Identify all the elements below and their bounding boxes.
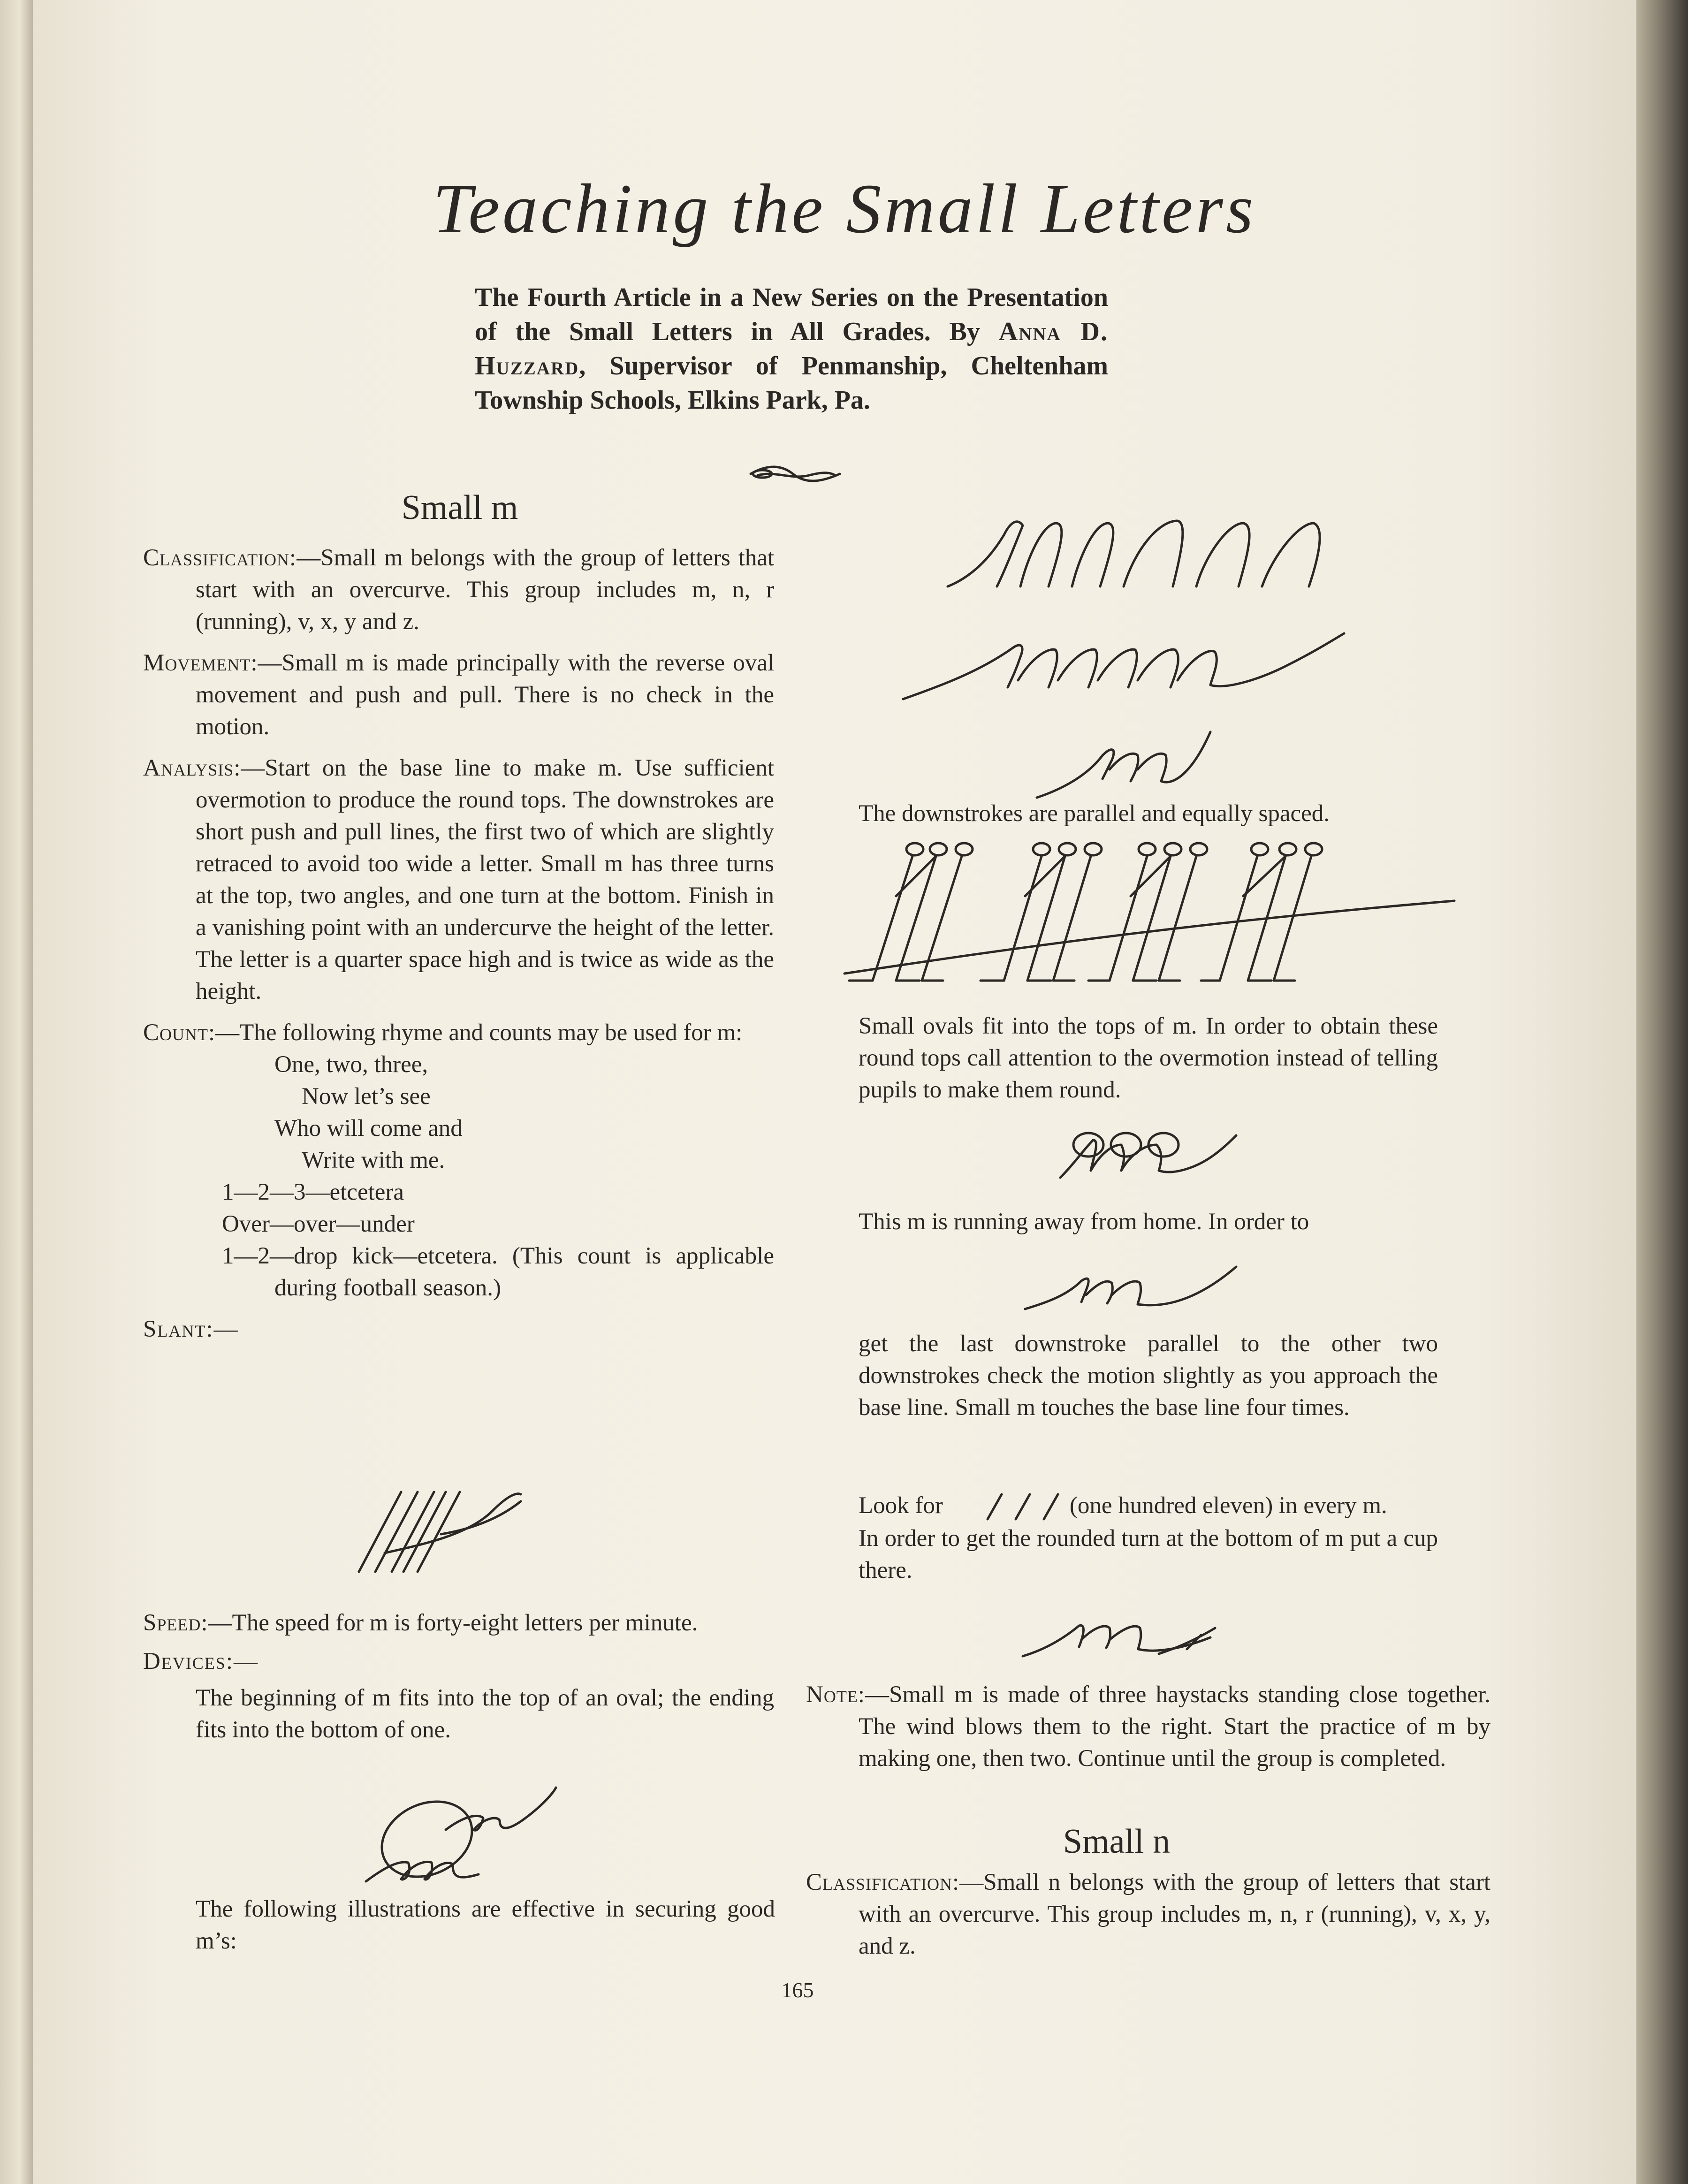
ovals-caption: Small ovals fit into the tops of m. In order to obtain these round tops call attention to the overmotion instead of telling pupils to make them round.: [859, 1013, 1438, 1103]
parallel-caption: get the last downstroke parallel to the other two downstrokes check the motion slightly as you approach the base line. Small m touches the base line four times.: [859, 1331, 1438, 1421]
note-para: [806, 1679, 1490, 1774]
devices-text: —: [234, 1648, 258, 1674]
count-label: Count:: [143, 1020, 216, 1046]
cup-caption: In order to get the rounded turn at the bottom of m put a cup there.: [859, 1525, 1438, 1583]
devices-body: The beginning of m fits into the top of an oval; the ending fits into the bottom of one.: [196, 1685, 774, 1743]
lookfor-prefix: Look for: [859, 1492, 943, 1519]
classification-para: [143, 542, 774, 638]
book-spine: [0, 0, 33, 2184]
small-m-heading: Small m: [401, 488, 518, 527]
rhyme-line: Write with me.: [302, 1147, 445, 1173]
count-para: [143, 1017, 774, 1049]
illustrations-intro: The following illustrations are effective in securing good m’s:: [196, 1896, 775, 1954]
count-line: 1—2—3—etcetera: [222, 1179, 404, 1205]
speed-label: Speed:: [143, 1610, 208, 1636]
oval-m-illustration: [357, 1773, 582, 1886]
devices-label: Devices:: [143, 1648, 234, 1674]
movement-label: Movement:: [143, 650, 258, 676]
running-caption: This m is running away from home. In order to: [859, 1209, 1309, 1235]
count-line: Over—over—under: [222, 1211, 415, 1237]
lookfor-suffix: (one hundred eleven) in every m.: [1069, 1492, 1387, 1519]
article-subtitle: [475, 281, 1108, 418]
rhyme-line: Now let’s see: [302, 1083, 431, 1110]
count-text: —The following rhyme and counts may be used for m:: [215, 1020, 743, 1046]
slant-para: [143, 1313, 774, 1345]
small-n-classification-label: Classification:: [806, 1869, 960, 1895]
speed-text: —The speed for m is forty-eight letters per minute.: [208, 1610, 698, 1636]
subtitle-text: The Fourth Article in a New Series on the Presentation of the Small Letters in All Grades. By: [475, 283, 1108, 346]
lookfor-line: [859, 1490, 1438, 1522]
count-lines: [143, 1176, 774, 1304]
ovals-and-downstrokes-illustration: [844, 840, 1464, 1002]
ornament-flourish: [748, 462, 842, 486]
single-m-illustration: [1032, 723, 1220, 807]
author-affiliation: , Supervisor of Penmanship, Cheltenham Township Schools, Elkins Park, Pa.: [475, 351, 1108, 415]
note-label: Note:: [806, 1682, 865, 1708]
article-title: Teaching the Small Letters: [433, 170, 1256, 248]
slant-text: —: [213, 1316, 238, 1342]
running-m-illustration: [1020, 1257, 1246, 1314]
slash-strokes-illustration: [981, 1492, 1074, 1522]
cup-m-illustration: [1018, 1609, 1234, 1661]
classification-text: —Small m belongs with the group of letters that start with an overcurve. This group includes m, n, r (running), v, x, y and z.: [196, 545, 774, 635]
downstrokes-caption: The downstrokes are parallel and equally spaced.: [859, 800, 1330, 827]
page-edge-shadow: [1636, 0, 1688, 2184]
analysis-para: [143, 752, 774, 1007]
slant-illustration: [357, 1483, 544, 1576]
author-name: Anna D. Huzzard: [475, 317, 1108, 380]
m-downstroke-illustration: [943, 507, 1328, 601]
devices-para: [143, 1645, 774, 1677]
ovals-m-illustration: [1056, 1126, 1243, 1187]
movement-para: [143, 647, 774, 743]
count-rhyme: [143, 1049, 774, 1176]
analysis-text: —Start on the base line to make m. Use sufficient overmotion to produce the round tops. The downstrokes are short push and pull lines, the first two of which are slightly retraced to avoid too wide a letter. Small m has three turns at the top, two angles, and one turn at the bottom. Finish in a vanishing point with an undercurve the height of the letter. The letter is a quarter space high and is twice as wide as the height.: [196, 755, 774, 1004]
rhyme-line: Who will come and: [274, 1115, 463, 1141]
slant-label: Slant:: [143, 1316, 214, 1342]
movement-text: —Small m is made principally with the reverse oval movement and push and pull. There is no check in the motion.: [196, 650, 774, 740]
m-running-illustration: [901, 629, 1361, 704]
small-n-classification-para: [806, 1866, 1490, 1962]
count-line: 1—2—drop kick—etcetera. (This count is applicable during football season.): [222, 1243, 774, 1301]
speed-para: [143, 1607, 774, 1639]
note-text: —Small m is made of three haystacks standing close together. The wind blows them to the right. Start the practice of m by making one, then two. Continue until the group is completed.: [859, 1682, 1490, 1772]
small-n-heading: Small n: [1063, 1822, 1171, 1861]
rhyme-line: One, two, three,: [274, 1051, 428, 1078]
classification-label: Classification:: [143, 545, 297, 571]
page-number: 165: [781, 1978, 814, 2002]
analysis-label: Analysis:: [143, 755, 241, 781]
small-n-classification-text: —Small n belongs with the group of letters that start with an overcurve. This group includes m, n, r (running), v, x, y, and z.: [859, 1869, 1490, 1959]
